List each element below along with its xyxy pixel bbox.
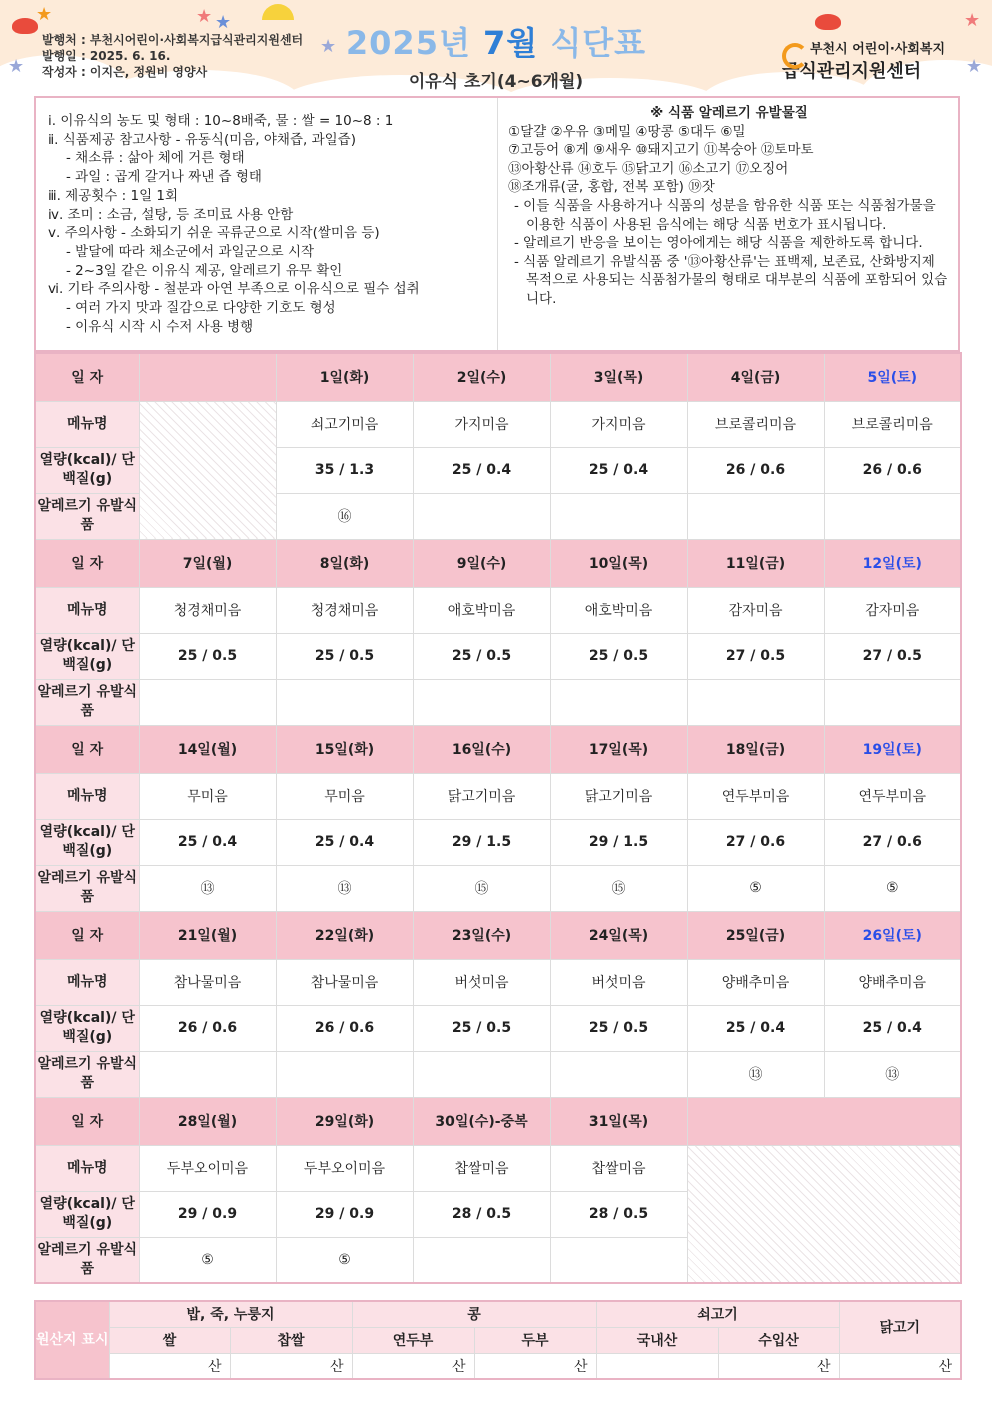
- day-allg-cell: [413, 679, 550, 725]
- allergy-note: - 이들 식품을 사용하거나 식품의 성분을 함유한 식품 또는 식품첨가물을 이용한 식품이 사용된 음식에는 해당 식품 번호가 표시됩니다.: [514, 197, 936, 233]
- day-allg-cell: [687, 493, 824, 539]
- week-5-day-row: [35, 1097, 961, 1145]
- issuer-line: 발행처 : 부천시어린이·사회복지급식관리지원센터: [42, 33, 304, 47]
- day-day-cell: 15일(화): [276, 725, 413, 773]
- day-menu-cell: 무미음: [139, 773, 276, 819]
- day-day-cell: 12일(토): [824, 539, 961, 587]
- week-1-menu-row: [35, 401, 961, 447]
- week-3-day-row: [35, 725, 961, 773]
- day-menu-cell: 가지미음: [550, 401, 687, 447]
- day-day-cell: 1일(화): [276, 353, 413, 401]
- day-day-cell: 31일(목): [550, 1097, 687, 1145]
- row-label-day: 일 자: [35, 911, 139, 959]
- origin-sub-tofu: 두부: [474, 1327, 596, 1353]
- day-nutr-cell: 26 / 0.6: [824, 447, 961, 493]
- week-4-allg-row: [35, 1051, 961, 1097]
- day-nutr-cell: 25 / 0.4: [687, 1005, 824, 1051]
- row-label-day: 일 자: [35, 1097, 139, 1145]
- day-menu-cell: 참나물미음: [139, 959, 276, 1005]
- origin-value-soft-tofu: 산: [352, 1353, 474, 1379]
- day-nutr-cell: 26 / 0.6: [687, 447, 824, 493]
- day-nutr-cell: 25 / 0.5: [139, 633, 276, 679]
- day-nutr-cell: 28 / 0.5: [413, 1191, 550, 1237]
- day-day-cell: 25일(금): [687, 911, 824, 959]
- guide-line: ⅰ. 이유식의 농도 및 형태 : 10~8배죽, 물 : 쌀 = 10~8 : 1: [48, 113, 394, 129]
- week-1-day-row: [35, 353, 961, 401]
- day-day-cell: 11일(금): [687, 539, 824, 587]
- org-logo-block: [782, 38, 982, 83]
- day-menu-cell: 청경채미음: [276, 587, 413, 633]
- origin-sub-glutinous-rice: 찹쌀: [230, 1327, 352, 1353]
- guide-line: - 채소류 : 삶아 체에 거른 형태: [66, 150, 245, 167]
- day-nutr-cell: 25 / 0.5: [413, 1005, 550, 1051]
- origin-sub-rice: 쌀: [109, 1327, 230, 1353]
- origin-value-tofu: 산: [474, 1353, 596, 1379]
- row-label-allg: 알레르기 유발식품: [35, 865, 139, 911]
- row-label-allg: 알레르기 유발식품: [35, 1051, 139, 1097]
- day-day-cell: 16일(수): [413, 725, 550, 773]
- origin-group-chicken: 닭고기: [839, 1301, 961, 1353]
- guide-line: - 이유식 시작 시 수저 사용 병행: [66, 318, 254, 335]
- title-year: 2025년: [345, 24, 471, 62]
- day-allg-cell: [550, 493, 687, 539]
- org-logo-icon: [782, 43, 808, 69]
- day-nutr-cell: 27 / 0.5: [687, 633, 824, 679]
- day-nutr-cell: 29 / 0.9: [276, 1191, 413, 1237]
- day-allg-cell: ⑬: [276, 865, 413, 911]
- day-nutr-cell: 25 / 0.4: [824, 1005, 961, 1051]
- day-menu-cell: 브로콜리미음: [687, 401, 824, 447]
- week-2-allg-row: [35, 679, 961, 725]
- day-day-cell: 22일(화): [276, 911, 413, 959]
- issue-date: 발행일 : 2025. 6. 16.: [42, 49, 171, 63]
- day-menu-cell: 닭고기미음: [413, 773, 550, 819]
- day-allg-cell: [276, 679, 413, 725]
- allergy-list-line: ①달걀 ②우유 ③메밀 ④땅콩 ⑤대두 ⑥밀: [508, 123, 746, 140]
- day-allg-cell: ⑮: [550, 865, 687, 911]
- row-label-nutr: 열량(kcal)/ 단백질(g): [35, 1191, 139, 1237]
- empty-day-header: [687, 1097, 961, 1145]
- day-menu-cell: 찹쌀미음: [413, 1145, 550, 1191]
- org-name-line2: 급식관리지원센터: [782, 61, 922, 82]
- day-day-cell: 30일(수)-중복: [413, 1097, 550, 1145]
- feeding-guide: [36, 98, 498, 350]
- row-label-nutr: 열량(kcal)/ 단백질(g): [35, 447, 139, 493]
- origin-table: [34, 1300, 962, 1380]
- row-label-nutr: 열량(kcal)/ 단백질(g): [35, 633, 139, 679]
- week-2-nutr-row: [35, 633, 961, 679]
- row-label-day: 일 자: [35, 539, 139, 587]
- author-line: 작성자 : 이지은, 정원비 영양사: [42, 65, 208, 79]
- row-label-day: 일 자: [35, 353, 139, 401]
- origin-group-bean: 콩: [352, 1301, 596, 1327]
- allergy-list-line: ⑦고등어 ⑧게 ⑨새우 ⑩돼지고기 ⑪복숭아 ⑫토마토: [508, 142, 814, 159]
- star-icon: ★: [215, 12, 232, 33]
- row-label-menu: 메뉴명: [35, 959, 139, 1005]
- star-icon: ★: [196, 6, 213, 27]
- row-label-day: 일 자: [35, 725, 139, 773]
- day-menu-cell: 브로콜리미음: [824, 401, 961, 447]
- row-label-allg: 알레르기 유발식품: [35, 493, 139, 539]
- origin-value-domestic: [596, 1353, 718, 1379]
- day-allg-cell: [139, 679, 276, 725]
- day-nutr-cell: 25 / 0.5: [413, 633, 550, 679]
- day-nutr-cell: 25 / 0.5: [550, 633, 687, 679]
- week-2-menu-row: [35, 587, 961, 633]
- allergy-list-line: ⑬아황산류 ⑭호두 ⑮닭고기 ⑯소고기 ⑰오징어: [508, 160, 789, 177]
- day-allg-cell: [824, 679, 961, 725]
- origin-group-rice: 밥, 죽, 누룽지: [109, 1301, 352, 1327]
- day-nutr-cell: 25 / 0.4: [550, 447, 687, 493]
- day-day-cell: 14일(월): [139, 725, 276, 773]
- day-menu-cell: 무미음: [276, 773, 413, 819]
- day-allg-cell: [550, 679, 687, 725]
- day-day-cell: 2일(수): [413, 353, 550, 401]
- day-day-cell: 18일(금): [687, 725, 824, 773]
- day-allg-cell: [139, 1051, 276, 1097]
- week-3-menu-row: [35, 773, 961, 819]
- day-menu-cell: 애호박미음: [550, 587, 687, 633]
- origin-value-imported: 산: [718, 1353, 839, 1379]
- guide-line: ⅴ. 주의사항 - 소화되기 쉬운 곡류군으로 시작(쌀미음 등): [48, 225, 380, 242]
- empty-day-cell: [139, 401, 276, 539]
- star-icon: ★: [320, 36, 337, 57]
- day-allg-cell: [276, 1051, 413, 1097]
- day-day-cell: 9일(수): [413, 539, 550, 587]
- info-box: [34, 96, 960, 352]
- row-label-nutr: 열량(kcal)/ 단백질(g): [35, 819, 139, 865]
- day-nutr-cell: 26 / 0.6: [276, 1005, 413, 1051]
- day-allg-cell: [824, 493, 961, 539]
- title-month: 7월: [483, 24, 539, 62]
- day-menu-cell: 청경채미음: [139, 587, 276, 633]
- empty-day-header: [139, 353, 276, 401]
- allergy-note: - 알레르기 반응을 보이는 영아에게는 해당 식품을 제한하도록 합니다.: [514, 235, 923, 252]
- row-label-allg: 알레르기 유발식품: [35, 679, 139, 725]
- day-nutr-cell: 28 / 0.5: [550, 1191, 687, 1237]
- row-label-menu: 메뉴명: [35, 401, 139, 447]
- day-nutr-cell: 26 / 0.6: [139, 1005, 276, 1051]
- page-subtitle: 이유식 초기(4~6개월): [408, 72, 584, 92]
- star-icon: ★: [8, 56, 25, 77]
- day-nutr-cell: 27 / 0.6: [687, 819, 824, 865]
- day-day-cell: 29일(화): [276, 1097, 413, 1145]
- day-day-cell: 10일(목): [550, 539, 687, 587]
- day-menu-cell: 가지미음: [413, 401, 550, 447]
- day-menu-cell: 양배추미음: [824, 959, 961, 1005]
- guide-line: ⅳ. 조미 : 소금, 설탕, 등 조미료 사용 안함: [48, 206, 294, 223]
- day-nutr-cell: 25 / 0.4: [139, 819, 276, 865]
- origin-label: 원산지 표시: [35, 1301, 109, 1379]
- allergy-info: [498, 98, 958, 350]
- day-allg-cell: ⑬: [139, 865, 276, 911]
- empty-day-cell: [687, 1145, 961, 1283]
- guide-line: ⅱ. 식품제공 참고사항 - 유동식(미음, 야채즙, 과일즙): [48, 131, 356, 148]
- day-menu-cell: 감자미음: [824, 587, 961, 633]
- day-menu-cell: 쇠고기미음: [276, 401, 413, 447]
- week-3-nutr-row: [35, 819, 961, 865]
- day-day-cell: 5일(토): [824, 353, 961, 401]
- day-day-cell: 4일(금): [687, 353, 824, 401]
- day-day-cell: 26일(토): [824, 911, 961, 959]
- day-menu-cell: 애호박미음: [413, 587, 550, 633]
- day-menu-cell: 버섯미음: [550, 959, 687, 1005]
- row-label-menu: 메뉴명: [35, 1145, 139, 1191]
- allergy-info-title: ※ 식품 알레르기 유발물질: [650, 105, 808, 121]
- day-nutr-cell: 27 / 0.5: [824, 633, 961, 679]
- origin-group-beef: 쇠고기: [596, 1301, 839, 1327]
- org-name-line1: 부천시 어린이·사회복지: [810, 42, 946, 57]
- day-allg-cell: ⑤: [687, 865, 824, 911]
- guide-line: ⅲ. 제공횟수 : 1일 1회: [48, 187, 179, 204]
- origin-sub-soft-tofu: 연두부: [352, 1327, 474, 1353]
- row-label-allg: 알레르기 유발식품: [35, 1237, 139, 1283]
- allergy-note: - 식품 알레르기 유발식품 중 '⑬아황산류'는 표백제, 보존료, 산화방지제 목적으로 사용되는 식품첨가물의 형태로 대부분의 식품에 포함되어 있습니다.: [514, 253, 948, 307]
- day-allg-cell: [413, 493, 550, 539]
- title-rest: 식단표: [550, 24, 647, 62]
- origin-value-glutinous-rice: 산: [230, 1353, 352, 1379]
- day-allg-cell: [550, 1237, 687, 1283]
- day-allg-cell: ⑬: [824, 1051, 961, 1097]
- menu-schedule-table: [34, 352, 962, 1284]
- row-label-menu: 메뉴명: [35, 587, 139, 633]
- day-menu-cell: 참나물미음: [276, 959, 413, 1005]
- day-day-cell: 21일(월): [139, 911, 276, 959]
- day-allg-cell: ⑮: [413, 865, 550, 911]
- day-menu-cell: 버섯미음: [413, 959, 550, 1005]
- guide-line: - 발달에 따라 채소군에서 과일군으로 시작: [66, 243, 315, 260]
- day-menu-cell: 두부오이미음: [139, 1145, 276, 1191]
- origin-value-rice: 산: [109, 1353, 230, 1379]
- row-label-menu: 메뉴명: [35, 773, 139, 819]
- allergy-list-line: ⑱조개류(굴, 홍합, 전복 포함) ⑲잣: [508, 179, 715, 196]
- week-4-day-row: [35, 911, 961, 959]
- day-allg-cell: [413, 1051, 550, 1097]
- day-menu-cell: 두부오이미음: [276, 1145, 413, 1191]
- day-nutr-cell: 35 / 1.3: [276, 447, 413, 493]
- origin-value-chicken: 산: [839, 1353, 961, 1379]
- star-icon: ★: [964, 10, 981, 31]
- week-3-allg-row: [35, 865, 961, 911]
- week-4-menu-row: [35, 959, 961, 1005]
- day-nutr-cell: 29 / 0.9: [139, 1191, 276, 1237]
- day-allg-cell: ⑤: [276, 1237, 413, 1283]
- day-nutr-cell: 25 / 0.4: [413, 447, 550, 493]
- guide-line: - 여러 가지 맛과 질감으로 다양한 기호도 형성: [66, 300, 336, 317]
- guide-line: - 2~3일 같은 이유식 제공, 알레르기 유무 확인: [66, 262, 343, 279]
- day-day-cell: 28일(월): [139, 1097, 276, 1145]
- day-allg-cell: ⑤: [139, 1237, 276, 1283]
- week-4-nutr-row: [35, 1005, 961, 1051]
- day-nutr-cell: 25 / 0.5: [550, 1005, 687, 1051]
- day-allg-cell: ⑬: [687, 1051, 824, 1097]
- day-allg-cell: ⑯: [276, 493, 413, 539]
- day-menu-cell: 닭고기미음: [550, 773, 687, 819]
- day-menu-cell: 연두부미음: [824, 773, 961, 819]
- day-allg-cell: ⑤: [824, 865, 961, 911]
- day-allg-cell: [413, 1237, 550, 1283]
- star-icon: ★: [36, 4, 53, 25]
- day-menu-cell: 연두부미음: [687, 773, 824, 819]
- day-nutr-cell: 25 / 0.4: [276, 819, 413, 865]
- guide-line: ⅵ. 기타 주의사항 - 철분과 아연 부족으로 이유식으로 필수 섭취: [48, 281, 420, 298]
- day-day-cell: 23일(수): [413, 911, 550, 959]
- day-day-cell: 3일(목): [550, 353, 687, 401]
- day-menu-cell: 찹쌀미음: [550, 1145, 687, 1191]
- day-menu-cell: 감자미음: [687, 587, 824, 633]
- day-day-cell: 7일(월): [139, 539, 276, 587]
- page-header: [0, 0, 992, 96]
- origin-sub-domestic: 국내산: [596, 1327, 718, 1353]
- day-nutr-cell: 27 / 0.6: [824, 819, 961, 865]
- day-day-cell: 17일(목): [550, 725, 687, 773]
- day-day-cell: 24일(목): [550, 911, 687, 959]
- day-day-cell: 19일(토): [824, 725, 961, 773]
- row-label-nutr: 열량(kcal)/ 단백질(g): [35, 1005, 139, 1051]
- week-5-menu-row: [35, 1145, 961, 1191]
- star-icon: ★: [966, 56, 983, 77]
- day-day-cell: 8일(화): [276, 539, 413, 587]
- day-nutr-cell: 29 / 1.5: [550, 819, 687, 865]
- week-2-day-row: [35, 539, 961, 587]
- day-allg-cell: [687, 679, 824, 725]
- day-nutr-cell: 25 / 0.5: [276, 633, 413, 679]
- day-allg-cell: [550, 1051, 687, 1097]
- origin-sub-imported: 수입산: [718, 1327, 839, 1353]
- day-nutr-cell: 29 / 1.5: [413, 819, 550, 865]
- guide-line: - 과일 : 곱게 갈거나 짜낸 즙 형태: [66, 169, 262, 186]
- day-menu-cell: 양배추미음: [687, 959, 824, 1005]
